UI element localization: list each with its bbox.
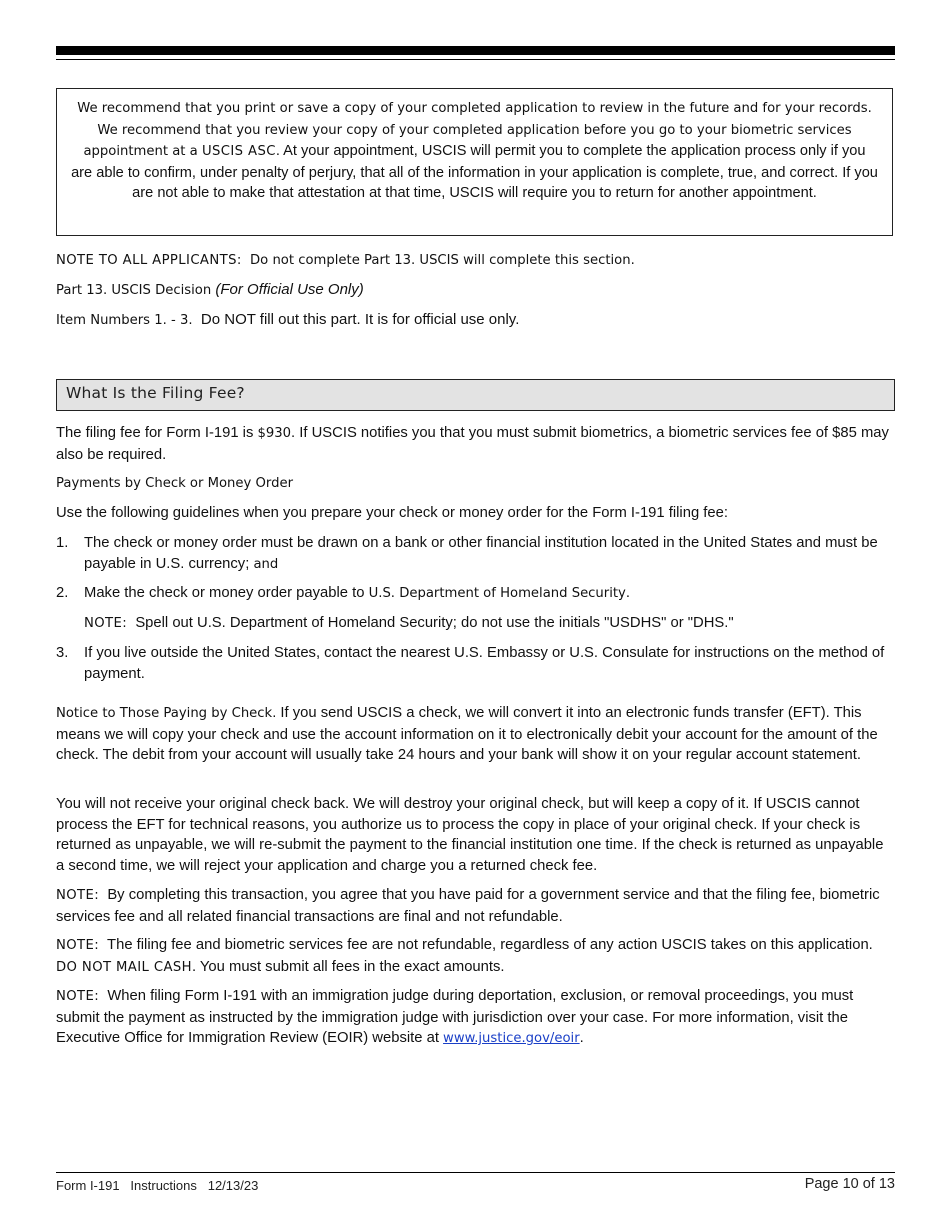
original-check-paragraph [56, 794, 895, 876]
check-notice-label: Notice to Those Paying by Check [56, 706, 273, 721]
item-numbers-text: Do NOT fill out this part. It is for official use only. [200, 311, 520, 328]
fee-text-a: The filing fee for Form I-191 is [56, 425, 258, 441]
filing-fee-paragraph [56, 423, 895, 465]
item-numbers-label: Item Numbers 1. - 3. [56, 313, 193, 328]
check-notice-paragraph [56, 703, 895, 766]
guidelines-intro-text: Use the following guidelines when you prepare your check or money order for the Form I-191 filing fee: [56, 505, 728, 521]
payments-heading [56, 473, 895, 495]
note2-label: NOTE: [56, 938, 100, 953]
list-number-2: 2. [56, 585, 69, 601]
list-item-3-text: If you live outside the United States, contact the nearest U.S. Embassy or U.S. Consulate for instructions on the method of payment. [84, 645, 885, 682]
note-all-label: NOTE TO ALL APPLICANTS: [56, 253, 242, 268]
list-item-1-and: and [253, 556, 279, 572]
header-thick-rule [56, 46, 895, 55]
list-note-label: NOTE: [84, 616, 128, 631]
section-heading-filing-fee [56, 379, 895, 411]
list-item-2-text: Make the check or money order payable to [84, 585, 369, 601]
list-number-3: 3. [56, 645, 69, 661]
footer-form-info: Form I-191 Instructions 12/13/23 [56, 1178, 259, 1193]
note-paragraph-1 [56, 885, 895, 927]
item-numbers-line [56, 310, 895, 332]
part13-label: Part 13. USCIS Decision [56, 283, 212, 298]
note1-label: NOTE: [56, 888, 100, 903]
notice-asc: USCIS ASC [201, 144, 276, 159]
original-check-text: You will not receive your original check back. We will destroy your original check, but will keep a copy of it. If USCIS cannot process the EFT for technical reasons, you authorize us to process the copy in place of your original check. If your check is returned as unpayable, we will re-submit the payment to the financial institution one time. If the check is returned as unpayable a second time, we will reject your application and charge you a returned check fee. [56, 796, 884, 874]
footer-page-number: Page 10 of 13 [804, 1176, 895, 1192]
list-item-3 [84, 643, 895, 684]
note-paragraph-2 [56, 935, 895, 978]
list-note-text: Spell out U.S. Department of Homeland Security; do not use the initials "USDHS" or "DHS." [135, 615, 734, 631]
note3-label: NOTE: [56, 989, 100, 1004]
list-item-2-end: . [625, 585, 630, 601]
section-title: What Is the Filing Fee? [66, 384, 245, 402]
note2-no-cash: DO NOT MAIL CASH [56, 959, 192, 975]
note3-end: . [579, 1030, 584, 1046]
list-number-1: 1. [56, 535, 69, 551]
check-notice-text: . If you send USCIS a check, we will convert it into an electronic funds transfer (EFT). This means we will copy your check and use the account information on it to electronically debit your account for the amount of the check. The debit from your account will usually take 24 hours and your bank will show it on your regular account statement. [56, 705, 878, 763]
header-thin-rule [56, 59, 895, 60]
appointment-notice-box [56, 88, 893, 236]
list-note [84, 613, 895, 635]
list-item-1-text: The check or money order must be drawn on a bank or other financial institution located in the United States and must be payable in U.S. currency; [84, 535, 878, 572]
note-paragraph-3 [56, 986, 895, 1050]
note2-text-a: The filing fee and biometric services fee are not refundable, regardless of any action USCIS takes on this application. [107, 937, 873, 953]
note3-text: When filing Form I-191 with an immigration judge during deportation, exclusion, or removal proceedings, you must submit the payment as instructed by the immigration judge with jurisdiction over your case. For more information, visit the Executive Office for Immigration Review (EOIR) website at [56, 988, 854, 1046]
note2-text-b: . You must submit all fees in the exact amounts. [191, 958, 505, 975]
document-page [56, 0, 895, 1230]
fee-text-b: . If USCIS notifies you that you must submit biometrics, a biometric services fee of $85 may also be required. [56, 425, 889, 463]
eoir-website-link[interactable]: www.justice.gov/eoir [443, 1031, 580, 1046]
list-item-1 [84, 533, 895, 575]
part13-official-use: (For Official Use Only) [215, 281, 364, 298]
note-to-all-applicants [56, 250, 895, 272]
notice-text-a: We recommend that you print or save a copy of your completed application to review in the future and for your records. We recommend that you review your copy of your completed application before you go to your biometric services appointment at a [77, 101, 872, 159]
list-item-2 [84, 583, 895, 605]
footer-rule [56, 1172, 895, 1173]
payments-heading-text: Payments by Check or Money Order [56, 476, 293, 491]
note-all-text: Do not complete Part 13. USCIS will complete this section. [250, 253, 635, 268]
list-item-2-payee: U.S. Department of Homeland Security [368, 586, 626, 601]
fee-amount: $930 [257, 426, 292, 441]
notice-text-c: . At your appointment, USCIS will permit you to complete the application process only if you are able to confirm, under penalty of perjury, that all of the information in your application is complete, true, and correct. If you are not able to make that attestation at that time, USCIS will require you to return for another appointment. [71, 143, 878, 201]
guidelines-intro [56, 503, 895, 524]
note1-text: By completing this transaction, you agree that you have paid for a government service and that the filing fee, biometric services fee and all related financial transactions are final and not refundable. [56, 887, 880, 925]
part13-heading [56, 280, 895, 302]
